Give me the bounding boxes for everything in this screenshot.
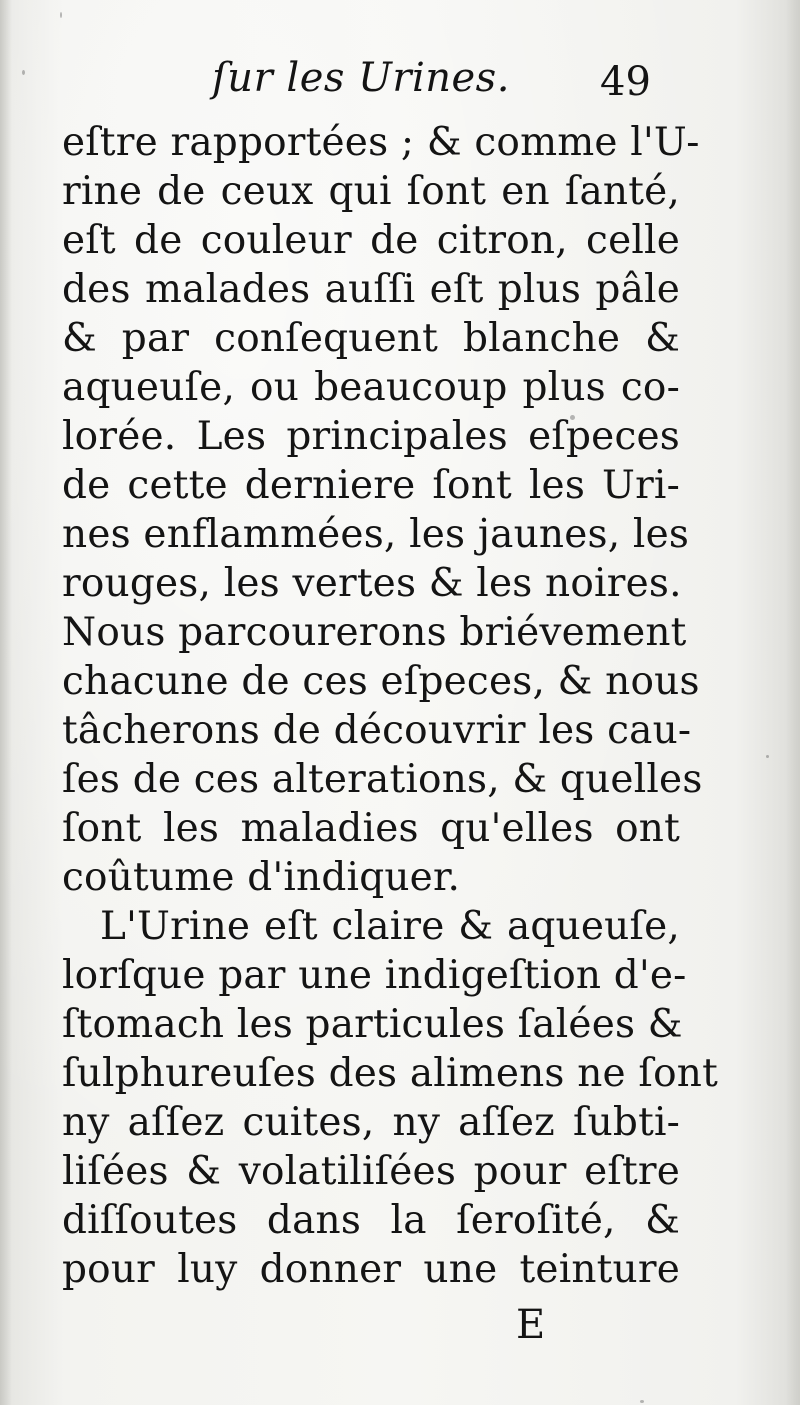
text-line: eſt de couleur de citron, celle — [62, 218, 680, 263]
text-line: des malades auſſi eſt plus pâle — [62, 267, 680, 312]
text-line: aqueuſe, ou beaucoup plus co- — [62, 365, 680, 410]
text-line: Nous parcourerons briévement — [62, 610, 687, 655]
paragraph-start-line: L'Urine eſt claire & aqueuſe, — [100, 904, 680, 949]
text-line: tâcherons de découvrir les cau- — [62, 708, 692, 753]
signature-mark: E — [516, 1302, 546, 1348]
paragraph-end-line: coûtume d'indiquer. — [62, 855, 461, 900]
ink-speck — [60, 12, 62, 18]
text-line: ſes de ces alterations, & quelles — [62, 757, 703, 802]
text-line: nes enflammées, les jaunes, les — [62, 512, 690, 557]
text-line: ſulphureuſes des alimens ne ſont — [62, 1051, 718, 1096]
text-line: rine de ceux qui ſont en ſanté, — [62, 169, 680, 214]
ink-speck — [22, 70, 25, 75]
text-line: ſont les maladies qu'elles ont — [62, 806, 680, 851]
page-number: 49 — [600, 59, 651, 105]
text-line: lorée. Les principales eſpeces — [62, 414, 680, 459]
text-line: chacune de ces eſpeces, & nous — [62, 659, 700, 704]
text-line: liſées & volatiliſées pour eſtre — [62, 1149, 680, 1194]
text-line: eſtre rapportées ; & comme l'U- — [62, 120, 700, 165]
running-head: ſur les Urines. — [212, 55, 510, 101]
ink-speck — [640, 1400, 644, 1403]
text-line: rouges, les vertes & les noires. — [62, 561, 682, 606]
text-line: de cette derniere ſont les Uri- — [62, 463, 680, 508]
ink-speck — [570, 415, 575, 420]
text-line: ſtomach les particules ſalées & — [62, 1002, 683, 1047]
text-line: lorſque par une indigeſtion d'e- — [62, 953, 687, 998]
ink-speck — [766, 755, 769, 758]
text-line: ny aſſez cuites, ny aſſez ſubti- — [62, 1100, 680, 1145]
text-line: & par conſequent blanche & — [62, 316, 680, 361]
body-text — [62, 118, 718, 1294]
text-line: pour luy donner une teinture — [62, 1247, 680, 1292]
text-line: diſſoutes dans la ſeroſité, & — [62, 1198, 680, 1243]
